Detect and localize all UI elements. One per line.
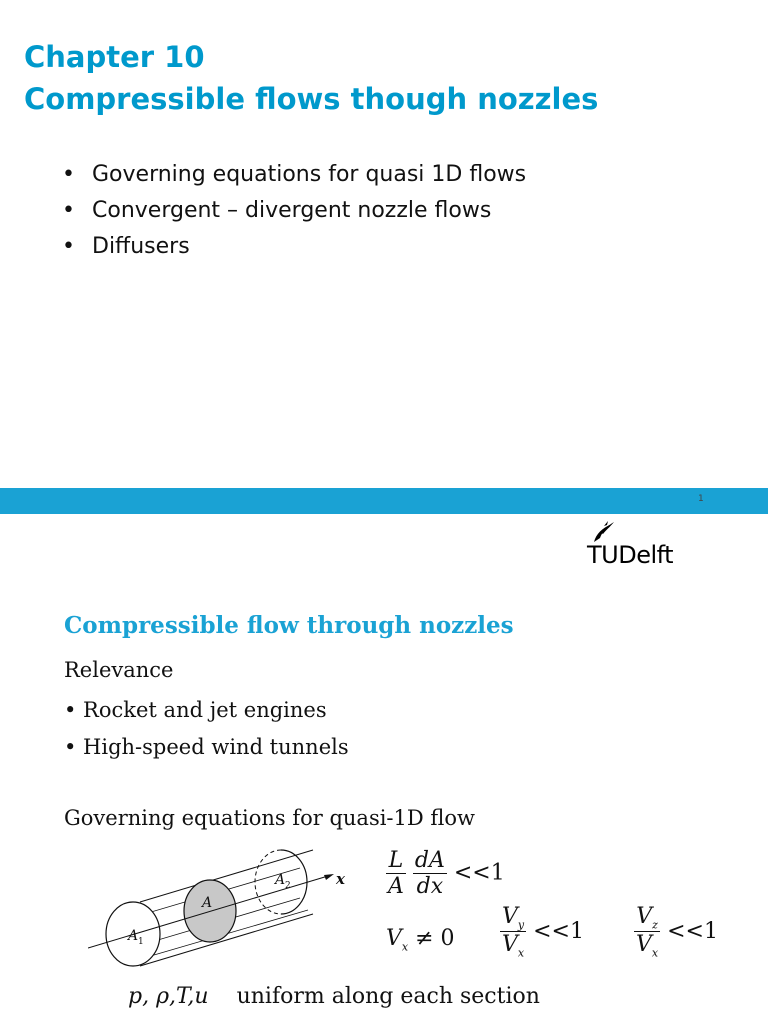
relevance-list	[64, 692, 349, 766]
equation-vx-nonzero: $V_x \ne 0$	[386, 926, 455, 954]
nozzle-cylinder-diagram	[88, 848, 358, 976]
axis-label-x: x	[336, 870, 345, 888]
list-item: • High-speed wind tunnels	[64, 735, 349, 759]
slide-number: 1	[698, 494, 704, 504]
uniform-text: uniform along each section	[236, 984, 540, 1009]
list-item: • Rocket and jet engines	[64, 698, 327, 722]
label-a1: A	[128, 928, 139, 944]
relevance-label: Relevance	[64, 658, 174, 682]
logo-wordmark: TUDelft	[587, 541, 674, 569]
flow-variables: p, ρ,T,u	[128, 984, 209, 1009]
bullet-item: • Governing equations for quasi 1D flows	[62, 162, 527, 187]
svg-text:1: 1	[138, 937, 144, 947]
bullet-item: • Diffusers	[62, 234, 190, 259]
svg-text:2: 2	[285, 881, 291, 891]
slide-divider-band	[0, 488, 768, 514]
label-a2: A	[275, 872, 286, 888]
bullet-item: • Convergent – divergent nozzle flows	[62, 198, 492, 223]
equation-vz-over-vx: $\frac{V_z}{V_x}$ <<1	[636, 904, 718, 960]
governing-label: Governing equations for quasi-1D flow	[64, 806, 476, 830]
section-heading: Compressible flow through nozzles	[64, 612, 514, 639]
slide-1	[0, 0, 768, 488]
label-a: A	[202, 895, 213, 911]
equation-vy-over-vx: $\frac{V_y}{V_x}$ <<1	[502, 904, 584, 960]
uniform-statement	[128, 984, 540, 1009]
slide-title	[24, 36, 598, 120]
equation-l-over-a: $\frac{L}{A}$ $\frac{dA}{dx}$ <<1	[388, 848, 505, 899]
title-line-1: Chapter 10	[24, 40, 205, 74]
title-line-2: Compressible flows though nozzles	[24, 82, 599, 116]
tudelft-logo	[584, 520, 714, 570]
bullet-list	[62, 157, 526, 265]
